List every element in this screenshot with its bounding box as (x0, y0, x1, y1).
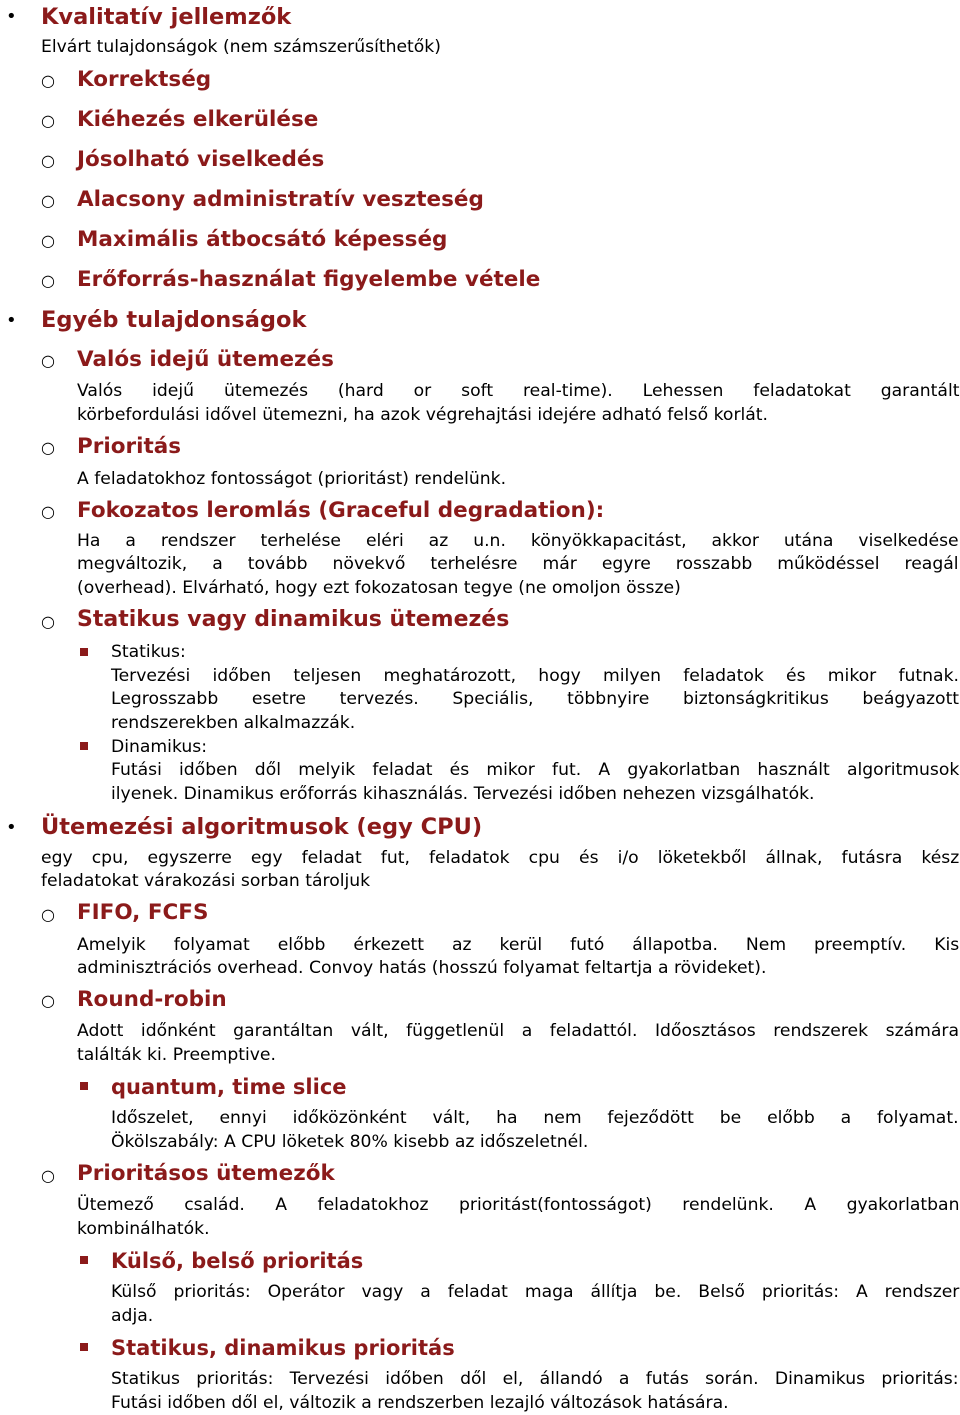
subsection-heading: Korrektség (77, 67, 212, 92)
section-heading: Ütemezési algoritmusok (egy CPU) (41, 814, 483, 840)
paragraph-line: Statikus: (111, 642, 186, 662)
paragraph-line: egy cpu, egyszerre egy feladat fut, feladatok cpu és i/o löketekből állnak, futásra kész (41, 848, 960, 868)
section-heading: Kvalitatív jellemzők (41, 4, 292, 30)
paragraph-line: találták ki. Preemptive. (77, 1045, 276, 1065)
paragraph-line: A feladatokhoz fontosságot (prioritást) rendelünk. (77, 469, 507, 489)
sub-subsection-heading: Külső, belső prioritás (111, 1249, 364, 1273)
bullet-circle-icon: ○ (41, 1166, 55, 1185)
bullet-circle-icon: ○ (41, 191, 55, 210)
bullet-dot-icon: • (6, 310, 17, 331)
bullet-circle-icon: ○ (41, 612, 55, 631)
paragraph-line: Külső prioritás: Operátor vagy a feladat maga állítja be. Belső prioritás: A rendszer (111, 1282, 960, 1302)
paragraph-line: Dinamikus: (111, 737, 208, 757)
bullet-circle-icon: ○ (41, 231, 55, 250)
paragraph-line: Legrosszabb esetre tervezés. Speciális, többnyire biztonságkritikus beágyazott (111, 689, 960, 709)
paragraph-line: Tervezési időben teljesen meghatározott, hogy milyen feladatok és mikor futnak. (111, 666, 960, 686)
bullet-circle-icon: ○ (41, 271, 55, 290)
paragraph-line: Ütemező család. A feladatokhoz prioritást(fontosságot) rendelünk. A gyakorlatban (77, 1195, 960, 1215)
bullet-square-icon (80, 1256, 88, 1264)
subsection-heading: Alacsony administratív veszteség (77, 187, 484, 212)
bullet-square-icon (80, 648, 88, 656)
bullet-square-icon (80, 1082, 88, 1090)
paragraph-line: feladatokat várakozási sorban tároljuk (41, 871, 371, 891)
paragraph-line: rendszerekben alkalmazzák. (111, 713, 356, 733)
bullet-circle-icon: ○ (41, 438, 55, 457)
bullet-circle-icon: ○ (41, 502, 55, 521)
paragraph-line: Adott időnként garantáltan vált, függetlenül a feladattól. Időosztásos rendszerek számára (77, 1021, 960, 1041)
subsection-heading: Prioritás (77, 434, 182, 459)
paragraph-line: Elvárt tulajdonságok (nem számszerűsíthetők) (41, 37, 441, 57)
sub-subsection-heading: Statikus, dinamikus prioritás (111, 1336, 455, 1360)
paragraph-line: Időszelet, ennyi időközönként vált, ha nem fejeződött be előbb a folyamat. (111, 1108, 959, 1128)
bullet-circle-icon: ○ (41, 71, 55, 90)
subsection-heading: Valós idejű ütemezés (77, 347, 334, 372)
paragraph-line: adja. (111, 1306, 154, 1326)
paragraph-line: adminisztrációs overhead. Convoy hatás (hosszú folyamat feltartja a rövideket). (77, 958, 767, 978)
paragraph-line: Futási időben dől el, változik a rendszerben lezajló változások hatására. (111, 1393, 729, 1413)
bullet-circle-icon: ○ (41, 351, 55, 370)
subsection-heading: Maximális átbocsátó képesség (77, 227, 448, 252)
subsection-heading: Fokozatos leromlás (Graceful degradation): (77, 498, 605, 523)
paragraph-line: kombinálhatók. (77, 1219, 210, 1239)
paragraph-line: Statikus prioritás: Tervezési időben dől el, állandó a futás során. Dinamikus prioritás: (111, 1369, 959, 1389)
subsection-heading: Prioritásos ütemezők (77, 1161, 335, 1186)
paragraph-line: Ha a rendszer terhelése eléri az u.n. könyökkapacitást, akkor utána viselkedése (77, 531, 959, 551)
bullet-square-icon (80, 742, 88, 750)
paragraph-line: Ökölszabály: A CPU löketek 80% kisebb az időszeletnél. (111, 1132, 589, 1152)
bullet-dot-icon: • (6, 817, 17, 838)
bullet-dot-icon: • (6, 6, 17, 27)
sub-subsection-heading: quantum, time slice (111, 1075, 347, 1099)
section-heading: Egyéb tulajdonságok (41, 307, 307, 333)
bullet-circle-icon: ○ (41, 111, 55, 130)
subsection-heading: Round-robin (77, 987, 227, 1012)
bullet-circle-icon: ○ (41, 151, 55, 170)
paragraph-line: ilyenek. Dinamikus erőforrás kihasználás. Tervezési időben nehezen vizsgálhatók. (111, 784, 815, 804)
subsection-heading: Erőforrás-használat figyelembe vétele (77, 267, 541, 292)
subsection-heading: Statikus vagy dinamikus ütemezés (77, 607, 510, 632)
subsection-heading: Jósolható viselkedés (77, 147, 325, 172)
bullet-square-icon (80, 1343, 88, 1351)
subsection-heading: FIFO, FCFS (77, 900, 209, 925)
paragraph-line: (overhead). Elvárható, hogy ezt fokozatosan tegye (ne omoljon össze) (77, 578, 681, 598)
paragraph-line: körbefordulási idővel ütemezni, ha azok végrehajtási idejére adható felső korlát. (77, 405, 769, 425)
subsection-heading: Kiéhezés elkerülése (77, 107, 319, 132)
bullet-circle-icon: ○ (41, 905, 55, 924)
paragraph-line: Amelyik folyamat előbb érkezett az kerül futó állapotba. Nem preemptív. Kis (77, 935, 960, 955)
paragraph-line: Futási időben dől melyik feladat és mikor fut. A gyakorlatban használt algoritmusok (111, 760, 960, 780)
paragraph-line: Valós idejű ütemezés (hard or soft real-time). Lehessen feladatokat garantált (77, 381, 960, 401)
bullet-circle-icon: ○ (41, 991, 55, 1010)
paragraph-line: megváltozik, a tovább növekvő terhelésre már egyre rosszabb működéssel reagál (77, 554, 959, 574)
